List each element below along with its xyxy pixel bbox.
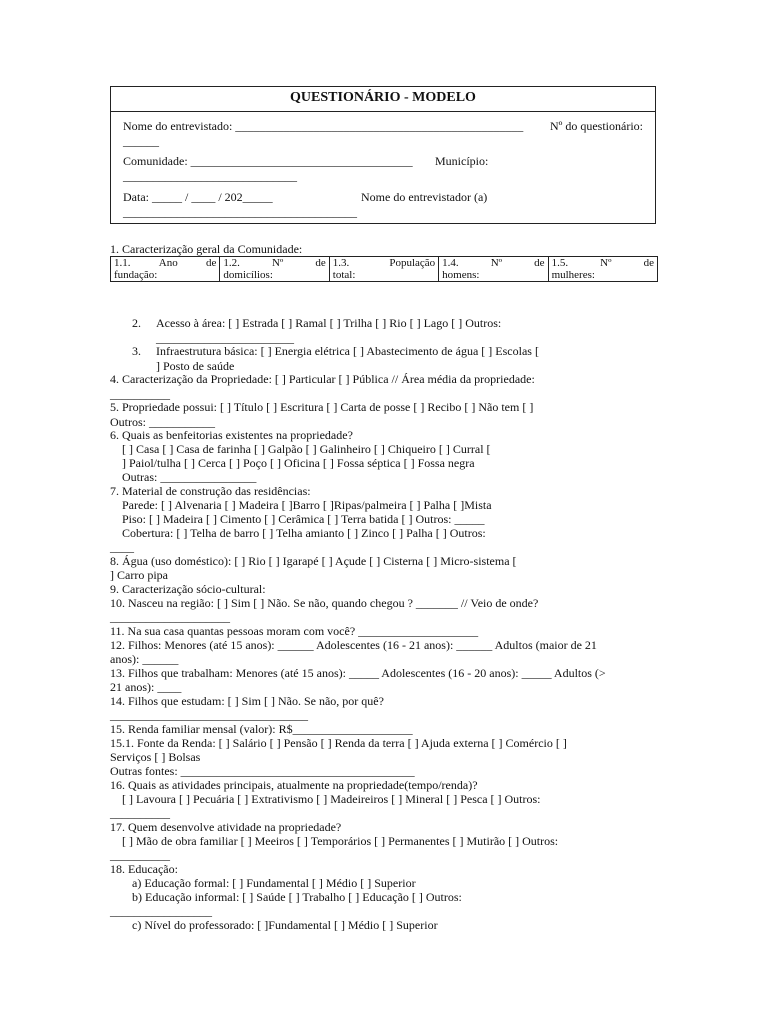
q7-floor[interactable]: Piso: [ ] Madeira [ ] Cimento [ ] Cerâmica [ ] Terra batida [ ] Outros: _____ (122, 512, 485, 526)
q151-cont[interactable]: Serviços [ ] Bolsas (110, 750, 201, 764)
q8-cont[interactable]: ] Carro pipa (110, 568, 168, 582)
q14-field[interactable]: _________________________________ (110, 708, 308, 722)
q2-other-field[interactable]: _______________________ (156, 331, 294, 345)
interviewer-field[interactable]: _______________________________________ (123, 205, 357, 219)
q2-number: 2. (132, 316, 141, 330)
table-cell-men[interactable]: 1.4. Nº de homens: (439, 257, 548, 282)
q18-informal[interactable]: b) Educação informal: [ ] Saúde [ ] Trabalho [ ] Educação [ ] Outros: (132, 890, 462, 904)
community-line (123, 154, 643, 168)
q6-title: 6. Quais as benfeitorias existentes na propriedade? (110, 428, 353, 442)
q8-water[interactable]: 8. Água (uso doméstico): [ ] Rio [ ] Igarapé [ ] Açude [ ] Cisterna [ ] Micro-sistema [ (110, 554, 517, 568)
q17-other-field[interactable]: __________ (110, 848, 170, 862)
q7-roof[interactable]: Cobertura: [ ] Telha de barro [ ] Telha amianto [ ] Zinco [ ] Palha [ ] Outros: (122, 526, 486, 540)
questionnaire-number-label: Nº do questionário: (549, 119, 643, 133)
date-field[interactable]: Data: _____ / ____ / 202_____ (123, 190, 273, 204)
questionnaire-number-field[interactable]: ______ (123, 134, 159, 148)
q15-income[interactable]: 15. Renda familiar mensal (valor): R$____________________ (110, 722, 413, 736)
table-cell-population[interactable]: 1.3. População total: (329, 257, 438, 282)
q3-cont[interactable]: ] Posto de saúde (156, 359, 235, 373)
community-table (110, 256, 658, 282)
municipality-label: Município: (435, 154, 489, 168)
section1-title: 1. Caracterização geral da Comunidade: (110, 242, 303, 256)
q2-access[interactable]: Acesso à área: [ ] Estrada [ ] Ramal [ ] Trilha [ ] Rio [ ] Lago [ ] Outros: (156, 316, 502, 330)
q16-title: 16. Quais as atividades principais, atualmente na propriedade(tempo/renda)? (110, 778, 478, 792)
q18-informal-field[interactable]: _________________ (110, 904, 212, 918)
header-box (110, 86, 656, 224)
q17-options[interactable]: [ ] Mão de obra familiar [ ] Meeiros [ ] Temporários [ ] Permanentes [ ] Mutirão [ ] Outros: (122, 834, 559, 848)
q16-other-field[interactable]: __________ (110, 806, 170, 820)
q12-cont[interactable]: anos): ______ (110, 652, 179, 666)
q18-formal[interactable]: a) Educação formal: [ ] Fundamental [ ] Médio [ ] Superior (132, 876, 416, 890)
q4-property[interactable]: 4. Caracterização da Propriedade: [ ] Particular [ ] Pública // Área média da propriedade: (110, 372, 535, 386)
q5-other[interactable]: Outros: ___________ (110, 415, 215, 429)
table-cell-women[interactable]: 1.5. Nº de mulheres: (548, 257, 657, 282)
q151-source[interactable]: 15.1. Fonte da Renda: [ ] Salário [ ] Pensão [ ] Renda da terra [ ] Ajuda externa [ ] Comércio [ ] (110, 736, 567, 750)
table-cell-foundation[interactable]: 1.1. Ano de fundação: (111, 257, 220, 282)
date-line (123, 190, 643, 204)
q6-other[interactable]: Outras: ________________ (122, 470, 257, 484)
q11-people[interactable]: 11. Na sua casa quantas pessoas moram com você? ____________________ (110, 624, 479, 638)
q9-title: 9. Caracterização sócio-cultural: (110, 582, 266, 596)
q18-teachers[interactable]: c) Nível do professorado: [ ]Fundamental [ ] Médio [ ] Superior (132, 918, 438, 932)
q16-options[interactable]: [ ] Lavoura [ ] Pecuária [ ] Extrativismo [ ] Madeireiros [ ] Mineral [ ] Pesca [ ] Outros: (122, 792, 541, 806)
q17-title: 17. Quem desenvolve atividade na propriedade? (110, 820, 342, 834)
q3-infrastructure[interactable]: Infraestrutura básica: [ ] Energia elétrica [ ] Abastecimento de água [ ] Escolas [ (156, 344, 539, 358)
q3-number: 3. (132, 344, 141, 358)
q12-children[interactable]: 12. Filhos: Menores (até 15 anos): ______ Adolescentes (16 - 21 anos): ______ Adultos (maior de 21 (110, 638, 597, 652)
municipality-field[interactable]: _____________________________ (123, 169, 297, 183)
q6-options-1[interactable]: [ ] Casa [ ] Casa de farinha [ ] Galpão [ ] Galinheiro [ ] Chiqueiro [ ] Curral [ (122, 442, 491, 456)
q7-other-field[interactable]: ____ (110, 540, 134, 554)
q13-cont[interactable]: 21 anos): ____ (110, 680, 182, 694)
interviewee-field[interactable]: Nome do entrevistado: ________________________________________________ (123, 119, 524, 133)
q13-working-children[interactable]: 13. Filhos que trabalham: Menores (até 15 anos): _____ Adolescentes (16 - 20 anos): _____ Adultos (> (110, 666, 606, 680)
page-title: QUESTIONÁRIO - MODELO (111, 87, 655, 112)
q5-documents[interactable]: 5. Propriedade possui: [ ] Título [ ] Escritura [ ] Carta de posse [ ] Recibo [ ] Não tem [ ] (110, 400, 534, 414)
q7-wall[interactable]: Parede: [ ] Alvenaria [ ] Madeira [ ]Barro [ ]Ripas/palmeira [ ] Palha [ ]Mista (122, 498, 492, 512)
q7-title: 7. Material de construção das residências: (110, 484, 311, 498)
table-cell-households[interactable]: 1.2. Nº de domicílios: (220, 257, 329, 282)
q18-title: 18. Educação: (110, 862, 178, 876)
q14-studying-children[interactable]: 14. Filhos que estudam: [ ] Sim [ ] Não. Se não, por quê? (110, 694, 384, 708)
q6-options-2[interactable]: ] Paiol/tulha [ ] Cerca [ ] Poço [ ] Oficina [ ] Fossa séptica [ ] Fossa negra (122, 456, 475, 470)
q10-field[interactable]: ____________________ (110, 610, 230, 624)
q4-field[interactable]: __________ (110, 387, 170, 401)
interviewee-line (123, 119, 643, 133)
interviewer-label: Nome do entrevistador (a) (361, 190, 488, 204)
q151-other[interactable]: Outras fontes: _______________________________________ (110, 764, 415, 778)
q10-born[interactable]: 10. Nasceu na região: [ ] Sim [ ] Não. Se não, quando chegou ? _______ // Veio de onde? (110, 596, 539, 610)
community-field[interactable]: Comunidade: _____________________________________ (123, 154, 413, 168)
